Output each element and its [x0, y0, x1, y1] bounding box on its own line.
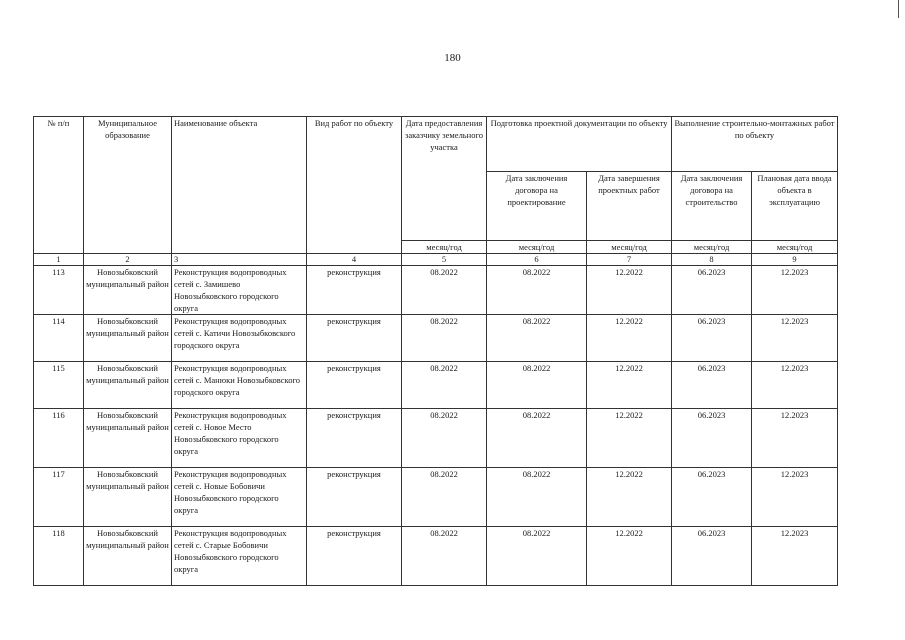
row-municipality: Новозыбковский муниципальный район	[84, 527, 172, 586]
column-number: 9	[752, 254, 838, 266]
row-municipality: Новозыбковский муниципальный район	[84, 315, 172, 362]
row-num: 116	[34, 409, 84, 468]
row-num: 113	[34, 266, 84, 315]
row-land-date: 08.2022	[402, 527, 487, 586]
table-row	[34, 468, 838, 527]
column-number: 5	[402, 254, 487, 266]
row-commissioning: 12.2023	[752, 468, 838, 527]
header-design-group: Подготовка проектной документации по объекту	[487, 117, 672, 172]
row-object-name: Реконструкция водопроводных сетей с. Новые Бобовичи Новозыбковского городского округа	[172, 468, 307, 527]
row-num: 114	[34, 315, 84, 362]
unit-label: месяц/год	[587, 241, 672, 254]
table-row	[34, 527, 838, 586]
unit-label: месяц/год	[402, 241, 487, 254]
row-municipality: Новозыбковский муниципальный район	[84, 266, 172, 315]
row-num: 117	[34, 468, 84, 527]
row-commissioning: 12.2023	[752, 409, 838, 468]
row-design-contract: 08.2022	[487, 527, 587, 586]
row-object-name: Реконструкция водопроводных сетей с. Старые Бобовичи Новозыбковского городского округа	[172, 527, 307, 586]
table-row	[34, 362, 838, 409]
row-design-contract: 08.2022	[487, 362, 587, 409]
column-number: 1	[34, 254, 84, 266]
unit-label: месяц/год	[752, 241, 838, 254]
header-object-name: Наименование объекта	[172, 117, 307, 254]
header-work-type: Вид работ по объекту	[307, 117, 402, 254]
row-construction-contract: 06.2023	[672, 362, 752, 409]
column-number: 4	[307, 254, 402, 266]
row-design-contract: 08.2022	[487, 468, 587, 527]
row-num: 115	[34, 362, 84, 409]
row-construction-contract: 06.2023	[672, 266, 752, 315]
header-construction-group: Выполнение строительно-монтажных работ по объекту	[672, 117, 838, 172]
row-land-date: 08.2022	[402, 362, 487, 409]
row-land-date: 08.2022	[402, 468, 487, 527]
row-land-date: 08.2022	[402, 266, 487, 315]
header-commissioning: Плановая дата ввода объекта в эксплуатацию	[752, 172, 838, 241]
header-num: № п/п	[34, 117, 84, 254]
column-number: 6	[487, 254, 587, 266]
row-commissioning: 12.2023	[752, 527, 838, 586]
row-construction-contract: 06.2023	[672, 468, 752, 527]
row-design-contract: 08.2022	[487, 315, 587, 362]
row-work-type: реконструкция	[307, 362, 402, 409]
row-num: 118	[34, 527, 84, 586]
header-design-end: Дата завершения проектных работ	[587, 172, 672, 241]
row-design-end: 12.2022	[587, 362, 672, 409]
column-number: 2	[84, 254, 172, 266]
table-row	[34, 315, 838, 362]
header-municipality: Муниципальное образование	[84, 117, 172, 254]
row-commissioning: 12.2023	[752, 266, 838, 315]
row-work-type: реконструкция	[307, 266, 402, 315]
row-design-end: 12.2022	[587, 468, 672, 527]
row-object-name: Реконструкция водопроводных сетей с. Катичи Новозыбковского городского округа	[172, 315, 307, 362]
row-land-date: 08.2022	[402, 315, 487, 362]
header-design-contract: Дата заключения договора на проектирование	[487, 172, 587, 241]
row-design-end: 12.2022	[587, 409, 672, 468]
row-work-type: реконструкция	[307, 409, 402, 468]
row-construction-contract: 06.2023	[672, 409, 752, 468]
row-object-name: Реконструкция водопроводных сетей с. Новое Место Новозыбковского городского округа	[172, 409, 307, 468]
row-construction-contract: 06.2023	[672, 527, 752, 586]
header-construction-contract: Дата заключения договора на строительство	[672, 172, 752, 241]
row-commissioning: 12.2023	[752, 362, 838, 409]
row-construction-contract: 06.2023	[672, 315, 752, 362]
row-municipality: Новозыбковский муниципальный район	[84, 362, 172, 409]
page-edge-mark	[898, 0, 899, 18]
row-object-name: Реконструкция водопроводных сетей с. Манюки Новозыбковского городского округа	[172, 362, 307, 409]
table-header	[34, 117, 838, 266]
unit-label: месяц/год	[487, 241, 587, 254]
row-municipality: Новозыбковский муниципальный район	[84, 409, 172, 468]
row-work-type: реконструкция	[307, 527, 402, 586]
column-number: 7	[587, 254, 672, 266]
row-design-end: 12.2022	[587, 527, 672, 586]
column-number: 8	[672, 254, 752, 266]
row-work-type: реконструкция	[307, 468, 402, 527]
row-design-contract: 08.2022	[487, 409, 587, 468]
page-number: 180	[444, 52, 461, 64]
construction-schedule-table	[33, 116, 838, 586]
unit-label: месяц/год	[672, 241, 752, 254]
table-row	[34, 266, 838, 315]
header-land-date: Дата предоставления заказчику земельного участка	[402, 117, 487, 241]
row-land-date: 08.2022	[402, 409, 487, 468]
row-design-contract: 08.2022	[487, 266, 587, 315]
row-commissioning: 12.2023	[752, 315, 838, 362]
table-row	[34, 409, 838, 468]
row-work-type: реконструкция	[307, 315, 402, 362]
row-design-end: 12.2022	[587, 315, 672, 362]
row-object-name: Реконструкция водопроводных сетей с. Замишево Новозыбковского городского округа	[172, 266, 307, 315]
row-design-end: 12.2022	[587, 266, 672, 315]
row-municipality: Новозыбковский муниципальный район	[84, 468, 172, 527]
column-number: 3	[172, 254, 307, 266]
table-body	[34, 266, 838, 586]
